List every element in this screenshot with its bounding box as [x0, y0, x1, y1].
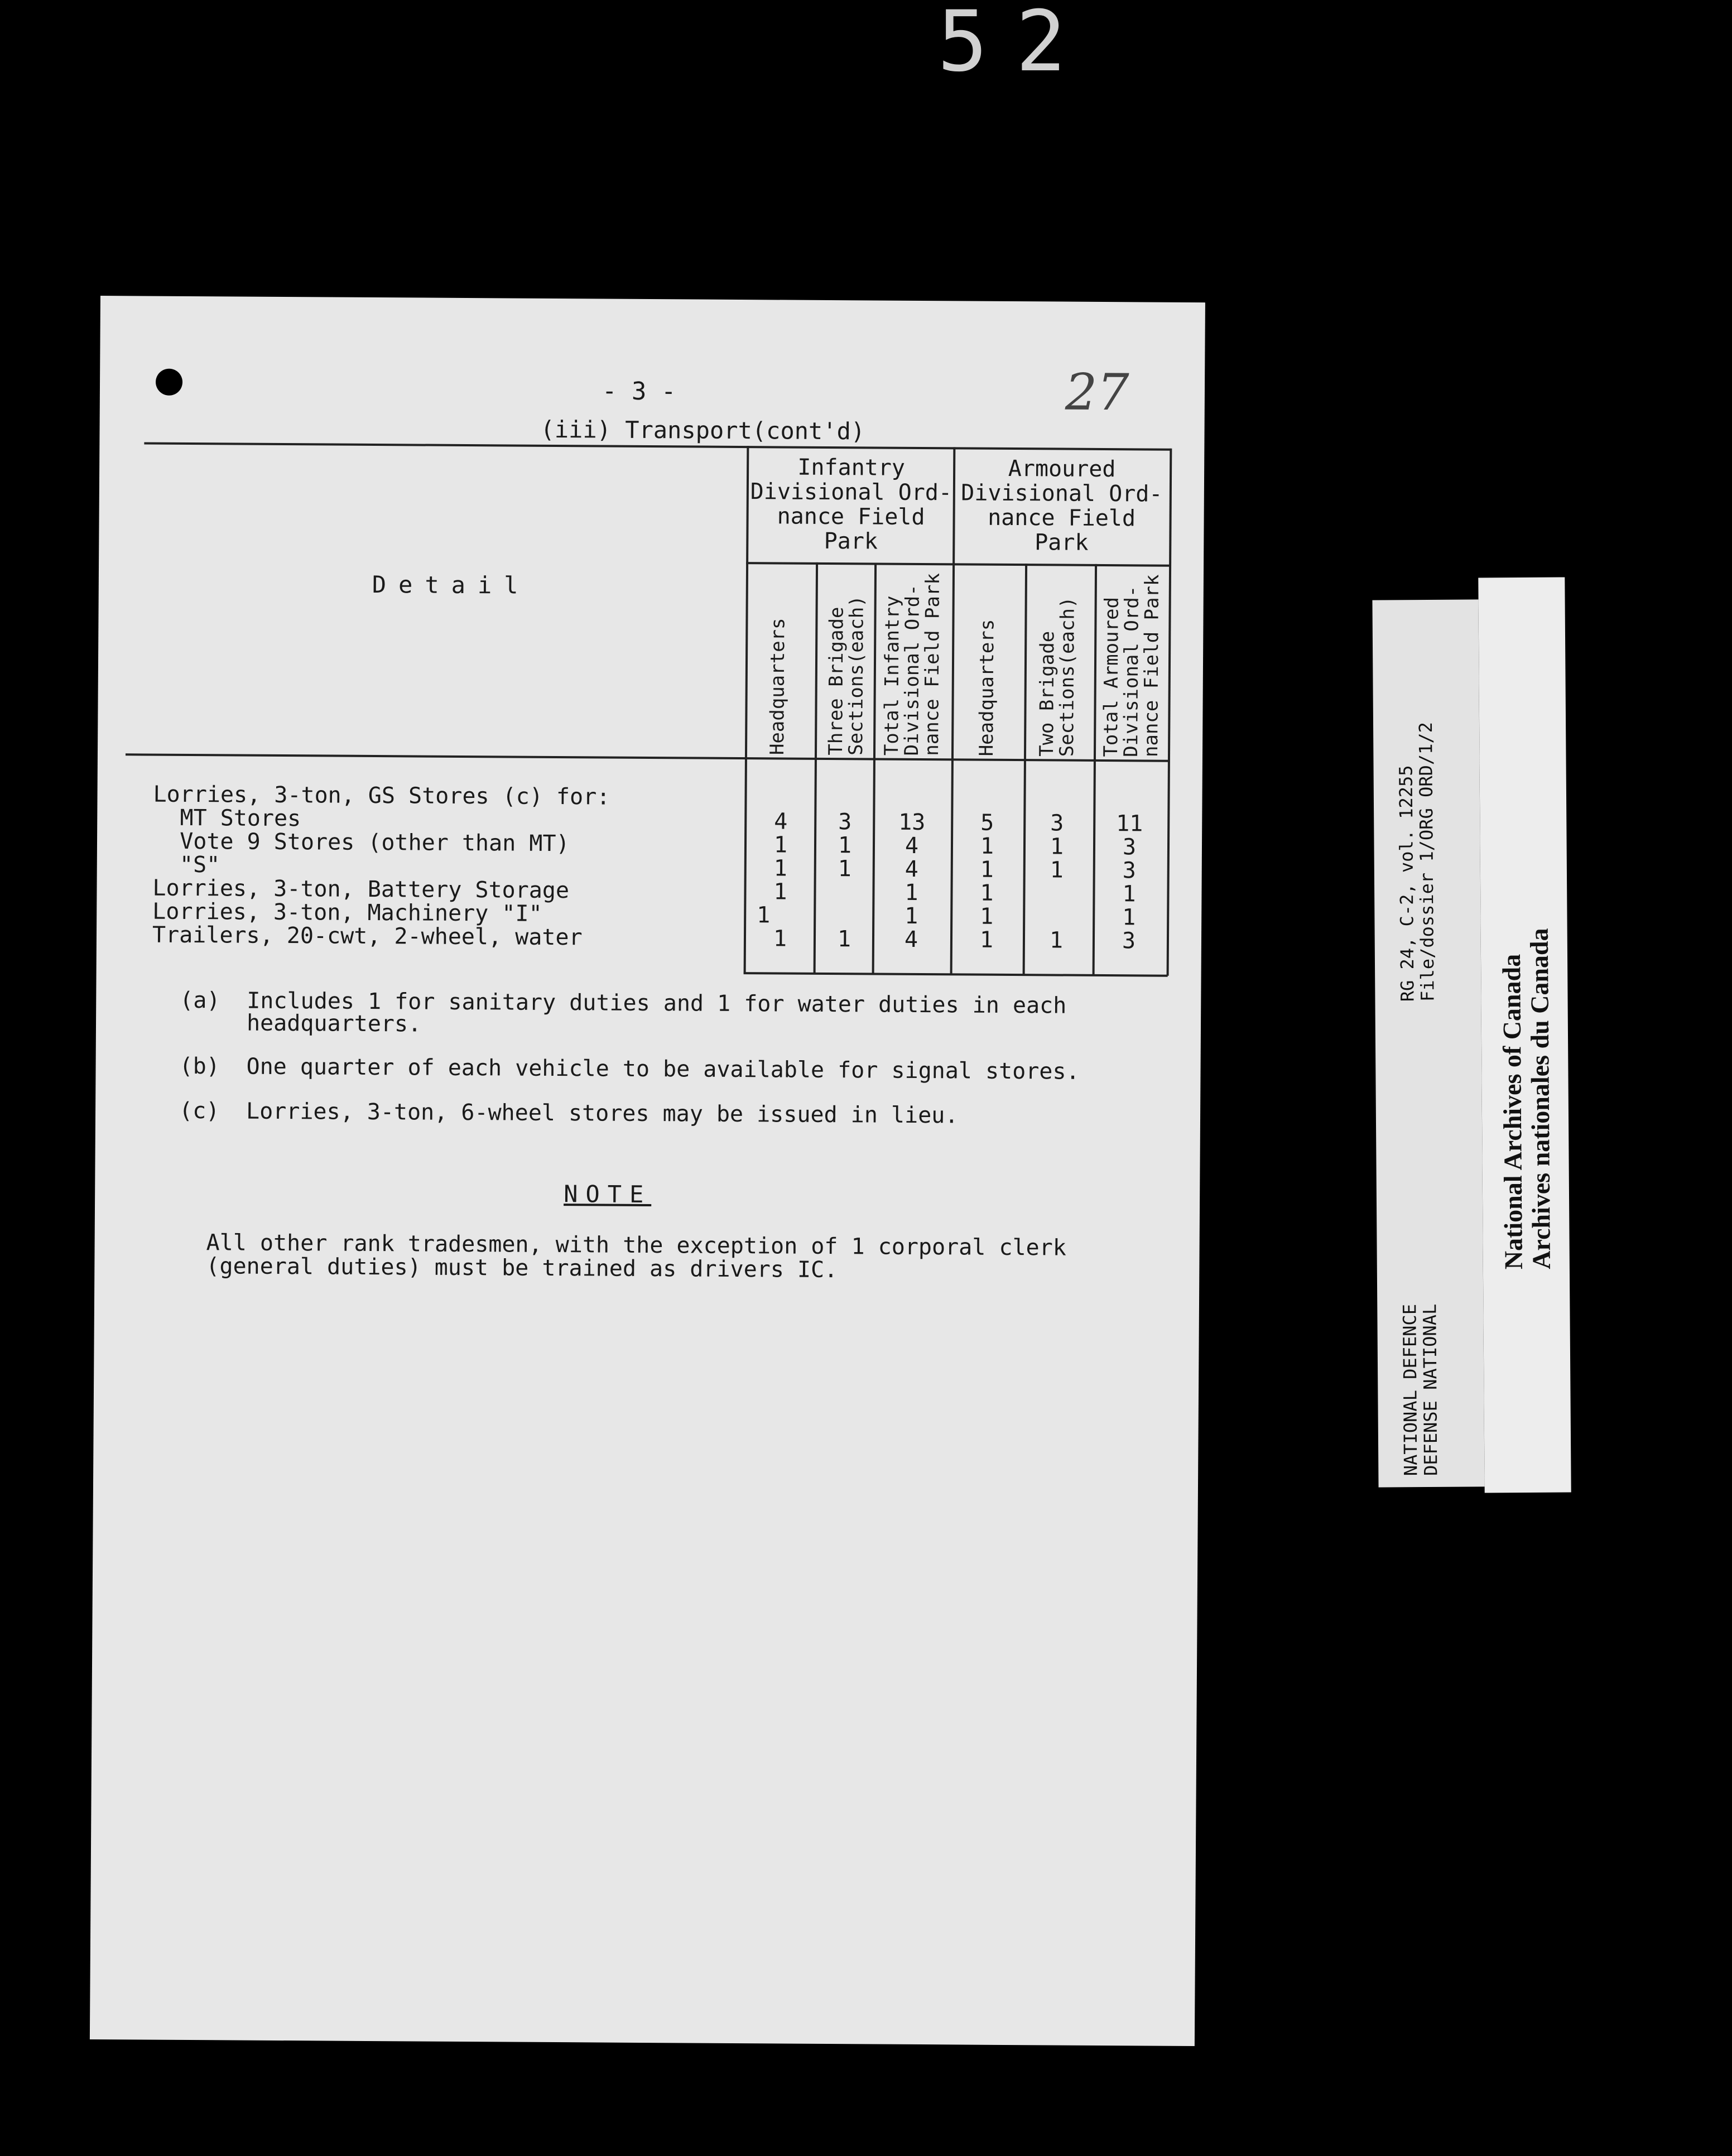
- col-header-cell: [748, 566, 816, 755]
- table-cell: 4: [774, 808, 788, 835]
- table-cell: 3: [1122, 834, 1137, 860]
- table-cell: 3: [1122, 858, 1136, 884]
- table-cell: 11: [1116, 811, 1143, 837]
- footnote-key: (a): [180, 987, 220, 1014]
- detail-header: Detail: [372, 570, 531, 599]
- department-label: NATIONAL DEFENCE DEFENSE NATIONAL: [1399, 1303, 1442, 1476]
- table-cell: 1: [979, 927, 994, 953]
- table-cell: 4: [904, 926, 918, 952]
- group-header-rule: [746, 562, 1170, 567]
- table-cell: 4: [905, 856, 918, 882]
- table-cell: 3: [1122, 928, 1136, 954]
- row-label: MT Stores: [153, 805, 301, 832]
- col-header-cell: [954, 567, 1025, 757]
- table-cell: 1: [905, 879, 918, 906]
- table-cell: 1: [1050, 834, 1064, 860]
- table-cell: 1: [1050, 857, 1064, 883]
- footnote-key: (c): [179, 1098, 220, 1124]
- table-cell: 1: [837, 926, 851, 952]
- col-header-cell: [1096, 569, 1169, 758]
- table-cell: 13: [898, 809, 926, 836]
- table-cell: 1: [773, 855, 787, 882]
- table-cell: 1: [838, 856, 851, 882]
- table-cell: 1: [773, 832, 788, 858]
- row-label: "S": [152, 851, 220, 878]
- group-header-infantry: Infantry Divisional Ord- nance Field Park: [750, 454, 952, 555]
- table-cell: 1: [980, 880, 994, 906]
- footnote-key: (b): [179, 1053, 220, 1080]
- document-page: [90, 296, 1205, 2046]
- table-cell: 1: [1122, 881, 1136, 907]
- footnote-text: One quarter of each vehicle to be available for signal stores.: [246, 1053, 1080, 1085]
- row-label: Lorries, 3-ton, GS Stores (c) for:: [153, 781, 610, 810]
- row-label: Vote 9 Stores (other than MT): [152, 828, 570, 857]
- table-cell: 1: [980, 903, 994, 930]
- row-label: Lorries, 3-ton, Battery Storage: [152, 875, 570, 904]
- table-cell: 1: [905, 903, 918, 929]
- institution-tag: [1478, 577, 1571, 1493]
- col-header-cell: [1027, 568, 1095, 757]
- table-cell: 3: [838, 809, 852, 835]
- footnote-text: Includes 1 for sanitary duties and 1 for water duties in each headquarters.: [246, 988, 1067, 1037]
- note-heading: NOTE: [564, 1180, 652, 1209]
- archive-reference: RG 24, C-2, vol. 12255 File/dossier 1/ORG ORD/1/2: [1395, 721, 1438, 1002]
- section-title: (iii) Transport(cont'd): [540, 415, 865, 445]
- table-cell: 1: [980, 856, 994, 883]
- table-cell: 1: [838, 832, 852, 859]
- table-cell: 1: [1122, 904, 1136, 931]
- table-cell: 1: [1049, 927, 1064, 954]
- col-header: Total Armoured Divisional Ord- nance Field Park: [1099, 574, 1163, 758]
- table-bottom-rule: [744, 972, 1168, 977]
- table-cell: 4: [905, 832, 919, 859]
- col-header: Three Brigade Sections(each): [824, 595, 868, 756]
- table-cell: 1: [773, 926, 787, 952]
- col-header-cell: [817, 567, 874, 756]
- row-label: Lorries, 3-ton, Machinery "I": [152, 898, 542, 927]
- col-header-cell: [876, 567, 952, 757]
- col-header: Headquarters: [975, 619, 999, 757]
- note-text: All other rank tradesmen, with the exception of 1 corporal clerk (general duties) must be trained as drivers IC.: [206, 1230, 1066, 1283]
- institution-name: National Archives of Canada Archives nationales du Canada: [1497, 928, 1556, 1270]
- table-cell: 1: [980, 833, 994, 859]
- reel-number: 52: [937, 0, 1094, 90]
- group-header-armoured: Armoured Divisional Ord- nance Field Park: [961, 455, 1163, 556]
- row-label: Trailers, 20-cwt, 2-wheel, water: [152, 922, 583, 951]
- table-cell: 1: [773, 879, 787, 905]
- archive-reference-tag: [1372, 599, 1484, 1487]
- punch-hole: [156, 369, 182, 396]
- col-header: Two Brigade Sections(each): [1035, 596, 1079, 757]
- table-cell: 5: [980, 810, 994, 836]
- page-number: - 3 -: [602, 377, 676, 406]
- folio-number: 27: [1065, 363, 1129, 422]
- table-cell: 1: [757, 902, 771, 928]
- table-cell: 3: [1050, 810, 1064, 836]
- col-header: Headquarters: [766, 618, 790, 755]
- footnote-text: Lorries, 3-ton, 6-wheel stores may be issued in lieu.: [246, 1098, 959, 1129]
- col-header: Total Infantry Divisional Ord- nance Field Park: [880, 573, 944, 757]
